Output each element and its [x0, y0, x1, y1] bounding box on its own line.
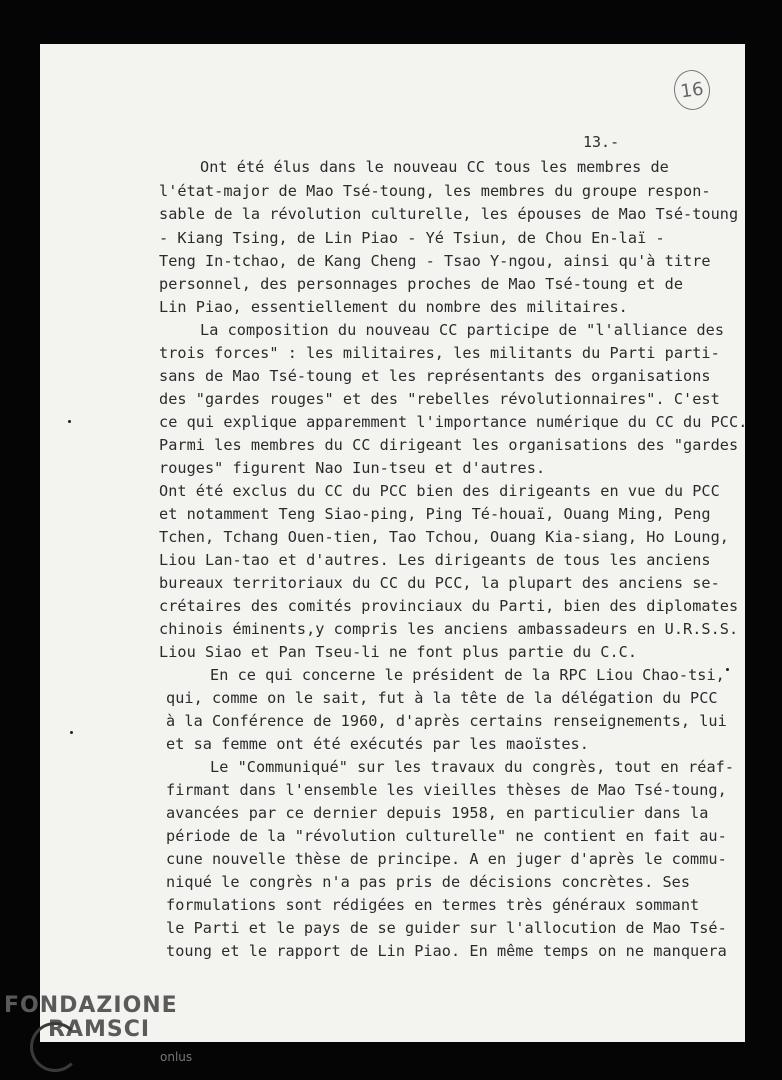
text-line: personnel, des personnages proches de Mao Tsé-toung et de — [159, 275, 684, 293]
text-line: Ont été exclus du CC du PCC bien des dirigeants en vue du PCC — [159, 482, 720, 500]
logo-subtitle: onlus — [160, 1050, 193, 1064]
text-line: La composition du nouveau CC participe de "l'alliance des — [200, 321, 725, 339]
fondazione-gramsci-logo — [4, 994, 178, 1042]
text-line: avancées par ce dernier depuis 1958, en particulier dans la — [166, 804, 709, 822]
text-line: trois forces" : les militaires, les militants du Parti parti- — [159, 344, 720, 362]
text-line: à la Conférence de 1960, d'après certains renseignements, lui — [166, 712, 727, 730]
text-line: niqué le congrès n'a pas pris de décisions concrètes. Ses — [166, 873, 691, 891]
text-line: formulations sont rédigées en termes très généraux sommant — [166, 896, 700, 914]
text-line: rouges" figurent Nao Iun-tseu et d'autres. — [159, 459, 546, 477]
text-line: Parmi les membres du CC dirigeant les organisations des "gardes — [159, 436, 739, 454]
logo-line-1: FONDAZIONE — [4, 993, 178, 1018]
text-line: firmant dans l'ensemble les vieilles thèses de Mao Tsé-toung, — [166, 781, 727, 799]
text-line: Lin Piao, essentiellement du nombre des militaires. — [159, 298, 628, 316]
text-line: cune nouvelle thèse de principe. A en juger d'après le commu- — [166, 850, 727, 868]
text-line: et sa femme ont été exécutés par les maoïstes. — [166, 735, 589, 753]
text-line: Liou Lan-tao et d'autres. Les dirigeants de tous les anciens — [159, 551, 711, 569]
text-line: Teng In-tchao, de Kang Cheng - Tsao Y-ngou, ainsi qu'à titre — [159, 252, 711, 270]
text-line: Le "Communiqué" sur les travaux du congrès, tout en réaf- — [210, 758, 735, 776]
text-line: ce qui explique apparemment l'importance numérique du CC du PCC. — [159, 413, 748, 431]
text-line: crétaires des comités provinciaux du Parti, bien des diplomates — [159, 597, 739, 615]
logo-swirl-icon — [30, 1022, 80, 1072]
text-line: l'état-major de Mao Tsé-toung, les membres du groupe respon- — [159, 182, 711, 200]
page-number: 13.- — [583, 133, 620, 151]
text-line: Liou Siao et Pan Tseu-li ne font plus partie du C.C. — [159, 643, 638, 661]
text-line: bureaux territoriaux du CC du PCC, la plupart des anciens se- — [159, 574, 720, 592]
text-line: qui, comme on le sait, fut à la tête de la délégation du PCC — [166, 689, 718, 707]
text-line: des "gardes rouges" et des "rebelles révolutionnaires". C'est — [159, 390, 720, 408]
text-line: Ont été élus dans le nouveau CC tous les membres de — [200, 158, 669, 176]
text-line: En ce qui concerne le président de la RPC Liou Chao-tsi, — [210, 666, 725, 684]
text-line: sans de Mao Tsé-toung et les représentants des organisations — [159, 367, 711, 385]
text-line: - Kiang Tsing, de Lin Piao - Yé Tsiun, de Chou En-laï - — [159, 229, 665, 247]
text-line: chinois éminents,y compris les anciens ambassadeurs en U.R.S.S. — [159, 620, 739, 638]
margin-mark — [726, 668, 729, 671]
text-line: et notamment Teng Siao-ping, Ping Té-houaï, Ouang Ming, Peng — [159, 505, 711, 523]
text-line: Tchen, Tchang Ouen-tien, Tao Tchou, Ouang Kia-siang, Ho Loung, — [159, 528, 730, 546]
text-line: période de la "révolution culturelle" ne contient en fait au- — [166, 827, 727, 845]
margin-mark — [70, 731, 73, 734]
text-line: sable de la révolution culturelle, les épouses de Mao Tsé-toung — [159, 205, 739, 223]
margin-mark — [68, 420, 71, 423]
stamp-number: 16 — [679, 78, 705, 102]
text-line: le Parti et le pays de se guider sur l'allocution de Mao Tsé- — [166, 919, 727, 937]
logo-line-2: RAMSCI — [48, 1017, 151, 1042]
text-line: toung et le rapport de Lin Piao. En même temps on ne manquera — [166, 942, 727, 960]
